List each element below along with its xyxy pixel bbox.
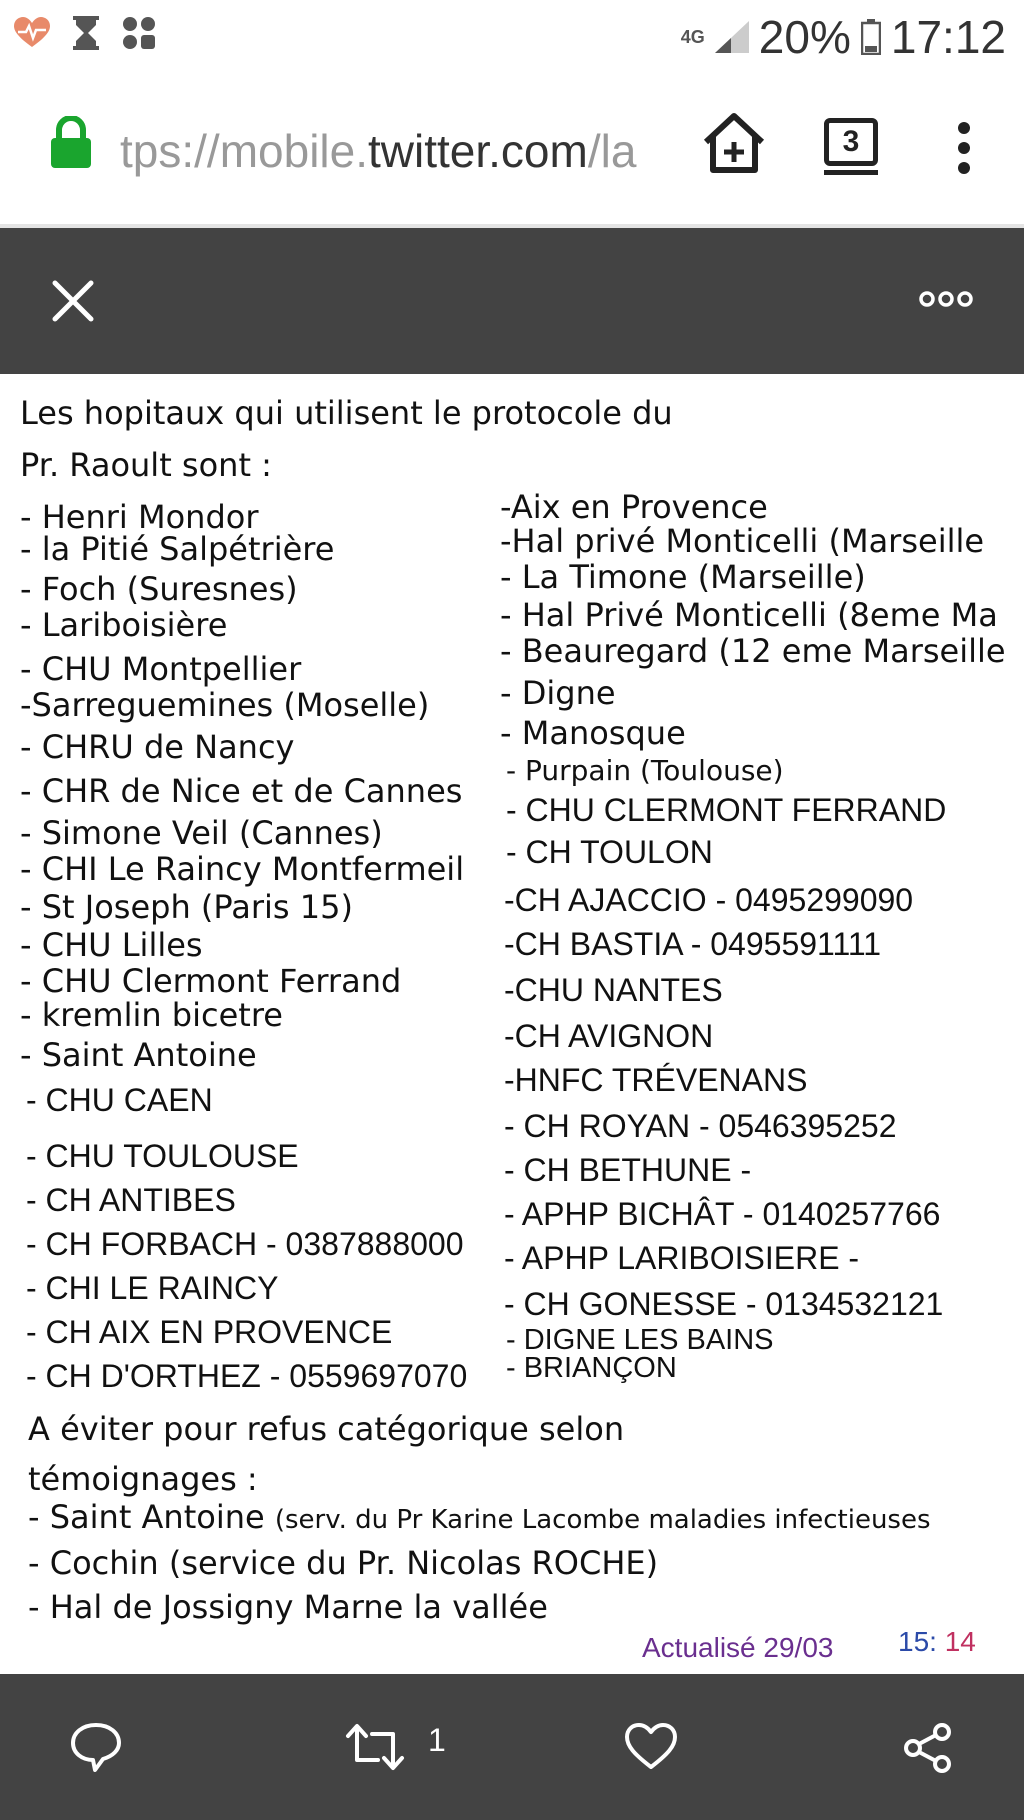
hospital-list-item: - CH AIX EN PROVENCE [26, 1314, 393, 1350]
reply-icon[interactable] [70, 1722, 122, 1772]
hospital-list-item: - CHU Lilles [20, 926, 203, 964]
hospital-list-item: - CHU Montpellier [20, 650, 302, 688]
battery-icon [861, 19, 881, 55]
hospital-list-item: -CH BASTIA - 0495591111 [504, 926, 882, 962]
hospital-list-item: - CHU Clermont Ferrand [20, 962, 402, 1000]
lock-icon [50, 116, 92, 168]
tweet-image [0, 374, 1024, 1674]
hospital-list-item: - CH BETHUNE - [504, 1152, 752, 1188]
hospital-list-item: -CH AJACCIO - 0495299090 [504, 882, 914, 918]
hospital-list-item: - APHP LARIBOISIERE - [504, 1240, 860, 1276]
tweet-action-bar [0, 1674, 1024, 1820]
hospital-list-item: - Hal Privé Monticelli (8eme Ma [500, 596, 998, 634]
url-field[interactable]: tps://mobile.twitter.com/la [120, 125, 637, 177]
hospital-list-item: - Saint Antoine [20, 1036, 257, 1074]
heart-rate-icon [14, 17, 50, 49]
hospital-list-item: -Aix en Provence [500, 488, 768, 526]
hospital-list-item: - Lariboisière [20, 606, 228, 644]
hospital-list-item: - CHRU de Nancy [20, 728, 295, 766]
hospital-list-item: - APHP BICHÂT - 0140257766 [504, 1196, 941, 1232]
network-type: 4G [680, 27, 705, 47]
hospital-list-item: - Digne [500, 674, 616, 712]
home-add-icon[interactable] [700, 112, 768, 174]
intro-line: Pr. Raoult sont : [20, 446, 272, 484]
hospital-list-item: - CHR de Nice et de Cannes [20, 772, 463, 810]
like-icon[interactable] [624, 1722, 678, 1770]
hospital-list-item: - Simone Veil (Cannes) [20, 814, 383, 852]
hospital-list-item: - CHI LE RAINCY [26, 1270, 279, 1306]
avoid-list-item: - Hal de Jossigny Marne la vallée [28, 1588, 548, 1626]
apps-icon [122, 16, 156, 50]
updated-date: Actualisé 29/03 [642, 1632, 834, 1663]
more-options-icon[interactable] [918, 290, 974, 308]
hospital-list-item: -CH AVIGNON [504, 1018, 714, 1054]
avoid-heading: A éviter pour refus catégorique selon [28, 1410, 625, 1448]
hospital-list-item: - la Pitié Salpétrière [20, 530, 335, 568]
overflow-menu-icon[interactable] [952, 122, 976, 174]
media-viewer-header [0, 228, 1024, 374]
avoid-list-item: - Cochin (service du Pr. Nicolas ROCHE) [28, 1544, 659, 1582]
avoid-heading: témoignages : [28, 1460, 258, 1498]
hospital-list-item: - Purpain (Toulouse) [506, 754, 784, 787]
avoid-list-item: - Saint Antoine (serv. du Pr Karine Lacombe maladies infectieuses [28, 1498, 931, 1536]
hospital-list-item: - CH FORBACH - 0387888000 [26, 1226, 464, 1262]
clock: 17:12 [890, 11, 1006, 63]
tab-switcher-button[interactable]: 3 [824, 118, 878, 166]
hospital-list-item: - BRIANÇON [506, 1352, 677, 1384]
hospital-list-item: - CH D'ORTHEZ - 0559697070 [26, 1358, 468, 1394]
hospital-list-item: - CHU CLERMONT FERRAND [506, 792, 947, 828]
status-bar [0, 0, 1024, 72]
retweet-icon[interactable] [344, 1722, 406, 1772]
battery-percent: 20% [758, 11, 851, 63]
intro-line: Les hopitaux qui utilisent le protocole du [20, 394, 673, 432]
browser-url-bar [0, 72, 1024, 224]
hospital-list-item: - DIGNE LES BAINS [506, 1324, 774, 1356]
hospital-list-item: - Beauregard (12 eme Marseille [500, 632, 1006, 670]
hospital-list-item: - Manosque [500, 714, 686, 752]
hospital-list-item: - CH ROYAN - 0546395252 [504, 1108, 897, 1144]
hospital-list-item: -HNFC TRÉVENANS [504, 1062, 808, 1098]
hospital-list-item: - CH GONESSE - 0134532121 [504, 1286, 944, 1322]
hospital-list-item: -CHU NANTES [504, 972, 723, 1008]
retweet-count: 1 [428, 1722, 446, 1758]
hospital-list-item: - La Timone (Marseille) [500, 558, 866, 596]
hospital-list-item: -Hal privé Monticelli (Marseille [500, 522, 985, 560]
hospital-list-item: - Henri Mondor [20, 498, 259, 536]
hospital-list-item: -Sarreguemines (Moselle) [20, 686, 430, 724]
hospital-list-item: - CH ANTIBES [26, 1182, 236, 1218]
hospital-list-item: - CHU TOULOUSE [26, 1138, 299, 1174]
hospital-list-item: - CHU CAEN [26, 1082, 213, 1118]
close-icon[interactable] [52, 280, 94, 322]
status-notification-icons [14, 16, 156, 50]
hospital-list-item: - St Joseph (Paris 15) [20, 888, 353, 926]
hospital-list-item: - CH TOULON [506, 834, 713, 870]
hospital-list-item: - kremlin bicetre [20, 996, 283, 1034]
share-icon[interactable] [902, 1722, 954, 1774]
updated-time: 15: 14 [898, 1626, 976, 1657]
hospital-list-item: - Foch (Suresnes) [20, 570, 298, 608]
hourglass-icon [72, 16, 100, 50]
hospital-list-item: - CHI Le Raincy Montfermeil [20, 850, 465, 888]
signal-icon [715, 21, 749, 53]
